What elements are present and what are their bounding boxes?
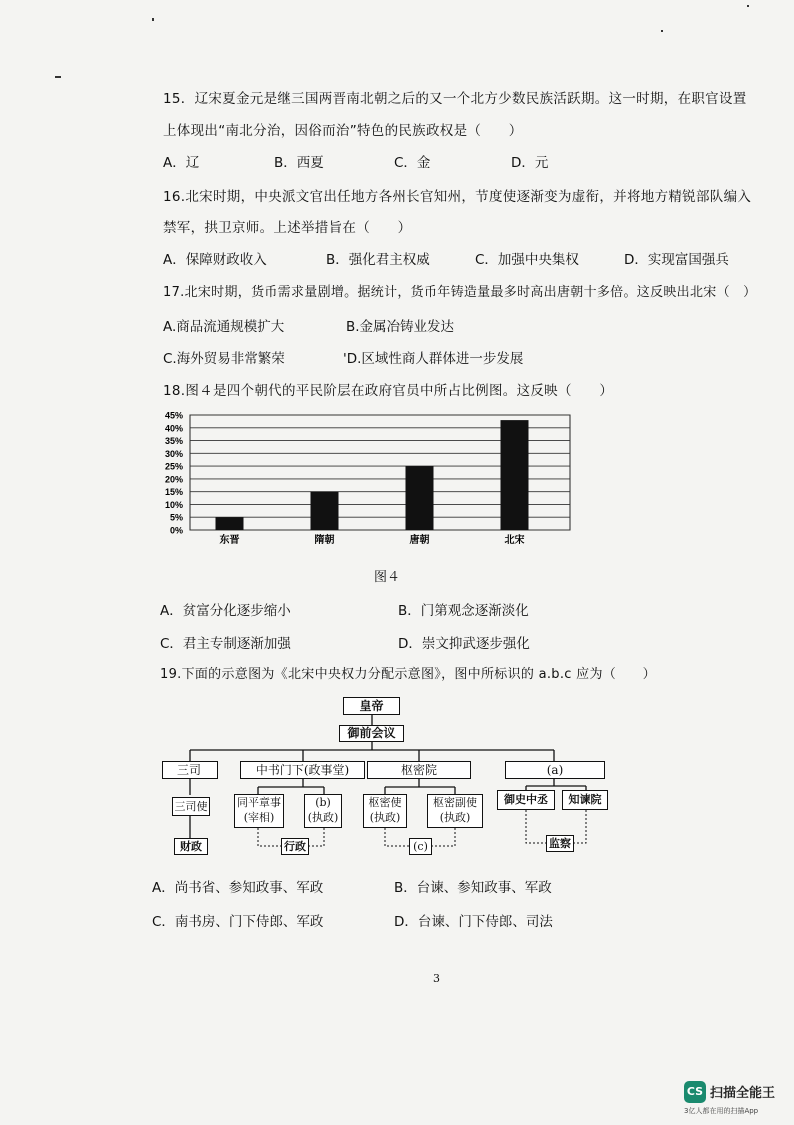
xingzheng-box: 行政 <box>281 838 309 855</box>
q19-option-b: B．台谏、参知政事、军政 <box>394 880 552 896</box>
jiancha-box: 监察 <box>546 835 574 852</box>
chart-bar <box>311 492 339 530</box>
question-15-line-2: 上体现出“南北分治，因俗而治”特色的民族政权是（ ） <box>163 123 523 139</box>
watermark-title: 扫描全能王 <box>710 1086 776 1101</box>
q17-option-b: B.金属冶铸业发达 <box>346 319 455 335</box>
question-15-line-1: 15．辽宋夏金元是继三国两晋南北朝之后的又一个北方少数民族活跃期。这一时期，在职官设置 <box>163 91 747 107</box>
sansi-shi-box: 三司使 <box>172 797 210 816</box>
shumishi-box: 枢密使 (执政) <box>363 794 407 828</box>
scan-speck <box>55 76 61 78</box>
question-19-line-1: 19.下面的示意图为《北宋中央权力分配示意图》，图中所标识的 a.b.c 应为（ ） <box>160 667 656 682</box>
chart-y-tick-label: 5% <box>169 512 183 523</box>
shumiyuan-box: 枢密院 <box>367 761 471 779</box>
chart-x-tick-label: 唐朝 <box>409 535 430 546</box>
chart-y-tick-label: 25% <box>164 461 183 472</box>
a-box: (a) <box>505 761 605 779</box>
bar-chart <box>150 405 580 550</box>
chart-y-tick-label: 45% <box>164 410 183 421</box>
zhijian-box: 知谏院 <box>562 790 608 810</box>
chart-bars <box>216 420 529 530</box>
chart-bar <box>406 466 434 530</box>
q16-option-d: D．实现富国强兵 <box>624 252 729 268</box>
tongping-box: 同平章事 (宰相) <box>234 794 284 828</box>
chart-y-tick-label: 20% <box>164 474 183 485</box>
camscanner-logo-icon: CS <box>684 1081 706 1103</box>
q19-option-a: A．尚书省、参知政事、军政 <box>152 880 324 896</box>
zhongshu-box: 中书门下(政事堂) <box>240 761 365 779</box>
q17-option-d: 'D.区域性商人群体进一步发展 <box>343 351 524 367</box>
q19-option-d: D．台谏、门下侍郎、司法 <box>394 914 553 930</box>
figure-caption: 图４ <box>374 570 401 585</box>
q15-option-c: C．金 <box>394 155 431 171</box>
scan-speck <box>661 30 663 32</box>
scan-speck <box>747 5 749 7</box>
q16-option-b: B．强化君主权威 <box>326 252 430 268</box>
q15-option-d: D．元 <box>511 155 549 171</box>
chart-y-tick-label: 0% <box>169 525 183 536</box>
scan-speck <box>152 18 154 21</box>
chart-y-tick-labels <box>165 411 183 536</box>
chart-y-tick-label: 30% <box>164 448 183 459</box>
q15-option-b: B．西夏 <box>274 155 324 171</box>
q17-option-c: C.海外贸易非常繁荣 <box>163 351 285 367</box>
chart-x-tick-label: 隋朝 <box>314 535 335 546</box>
yushi-box: 御史中丞 <box>497 790 555 810</box>
question-17-line-1: 17.北宋时期，货币需求量剧增。据统计，货币年铸造量最多时高出唐朝十多倍。这反映出北宋（ ） <box>163 285 757 300</box>
sansi-box: 三司 <box>162 761 218 779</box>
caizheng-box: 财政 <box>174 838 208 855</box>
q19-option-c: C．南书房、门下侍郎、军政 <box>152 914 324 930</box>
question-16-line-1: 16.北宋时期，中央派文官出任地方各州长官知州，节度使逐渐变为虚衔，并将地方精锐部队编入 <box>163 189 752 205</box>
q18-option-a: A．贫富分化逐步缩小 <box>160 603 291 619</box>
question-18-line-1: 18.图４是四个朝代的平民阶层在政府官员中所占比例图。这反映（ ） <box>163 383 614 399</box>
page-number: 3 <box>433 972 440 985</box>
chart-y-tick-label: 10% <box>164 499 183 510</box>
q16-option-c: C．加强中央集权 <box>475 252 579 268</box>
chart-y-tick-label: 35% <box>164 436 183 447</box>
b-box: (b) (执政) <box>304 794 342 828</box>
chart-bar <box>501 420 529 530</box>
chart-y-tick-label: 40% <box>164 423 183 434</box>
q16-option-a: A．保障财政收入 <box>163 252 267 268</box>
chart-x-tick-labels <box>220 533 525 546</box>
shumifu-box: 枢密副使 (执政) <box>427 794 483 828</box>
emperor-box: 皇帝 <box>343 697 400 715</box>
question-16-line-2: 禁军，拱卫京师。上述举措旨在（ ） <box>163 220 412 236</box>
q18-option-c: C．君主专制逐渐加强 <box>160 636 291 652</box>
council-box: 御前会议 <box>339 725 404 742</box>
chart-y-tick-label: 15% <box>164 487 183 498</box>
c-box: (c) <box>409 838 432 855</box>
q18-option-b: B．门第观念逐渐淡化 <box>398 603 529 619</box>
q18-option-d: D．崇文抑武逐步强化 <box>398 636 530 652</box>
q17-option-a: A.商品流通规模扩大 <box>163 319 285 335</box>
chart-bar <box>216 517 244 530</box>
q15-option-a: A．辽 <box>163 155 200 171</box>
chart-x-tick-label: 东晋 <box>219 535 240 546</box>
watermark-subtitle: 3亿人都在用的扫描App <box>684 1107 759 1115</box>
chart-x-tick-label: 北宋 <box>504 535 525 546</box>
